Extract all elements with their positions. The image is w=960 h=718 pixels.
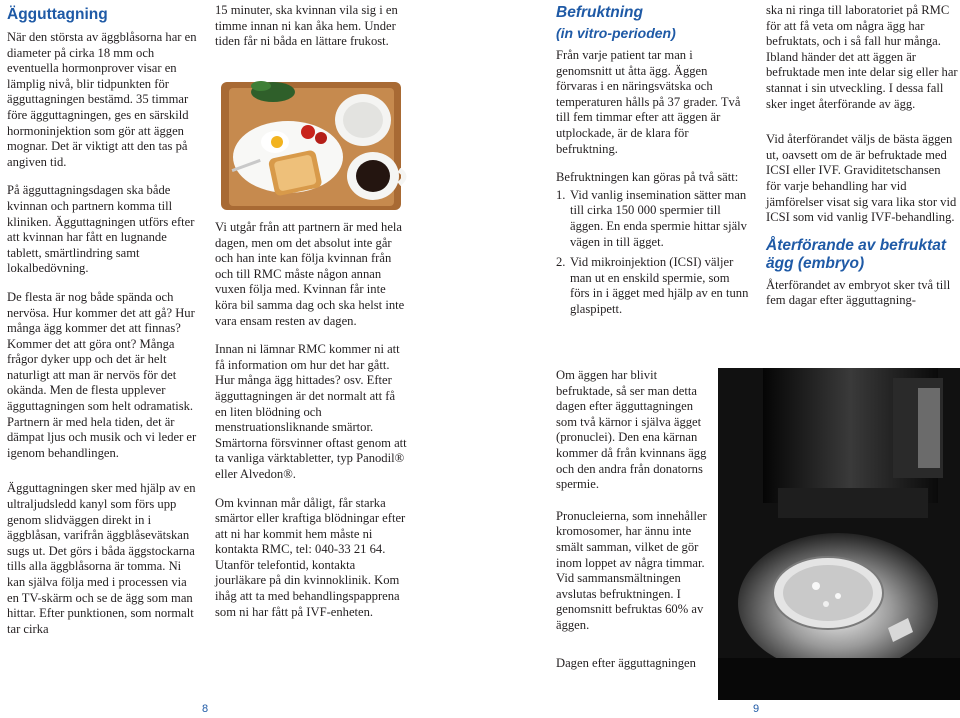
- list-item: [556, 255, 750, 317]
- paragraph: Ägguttagningen sker med hjälp av en ultraljudsledd kanyl som förs upp genom slidväggen direkt in i äggblåsan, varifrån äggblåsevätskan sugs ut. Det görs i båda äggstockarna tills alla äggblåsorna är tomma. Ni kan själva följa med i processen via en TV-skärm och se de ägg som man hittar. Efter punktionen, som normalt tar cirka: [7, 481, 196, 636]
- left-column-2-lower: [215, 220, 408, 633]
- paragraph: Återförandet av embryot sker två till fem dagar efter ägguttagning-: [766, 277, 951, 308]
- microscope-image: [718, 368, 960, 700]
- breakfast-tray-photo: [213, 72, 408, 212]
- left-column-1: [7, 6, 198, 650]
- breakfast-tray-image: [213, 72, 408, 212]
- list-text: Vid mikroinjektion (ICSI) väljer man ut en enskild spermie, som förs in i ägget med hjälp av en tunn glaspipett.: [570, 255, 749, 316]
- paragraph: Om kvinnan mår dåligt, får starka smärtor eller kraftiga blödningar efter att ni har kommit hem måste ni kontakta RMC, tel: 040-33 21 64. Utanför telefontid, kontakta jourläkare på din kvinnoklinik. Kom ihåg att ta med behandlingspapprena som ni har fått på IVF-enheten.: [215, 495, 406, 619]
- page-divider: [479, 0, 480, 718]
- right-column-2: [766, 3, 958, 322]
- right-column-1-lower: [556, 368, 714, 684]
- paragraph: Dagen efter ägguttagningen: [556, 655, 696, 670]
- list-item: [556, 188, 750, 250]
- paragraph: När den största av äggblåsorna har en diameter på cirka 18 mm och eventuella hormonprover visar en lämplig nivå, blir tidpunkten för ägguttagningen bestämd. 35 timmar före ägguttagningen, ges en särskild hormoninjektion som gör att äggen mognar. Det är viktigt att den tas på angiven tid.: [7, 30, 197, 169]
- subheading-in-vitro: (in vitro-perioden): [556, 25, 676, 41]
- right-column-1: [556, 4, 750, 332]
- page-number-right: 9: [753, 703, 760, 715]
- paragraph: 15 minuter, ska kvinnan vila sig i en timme innan ni kan åka hem. Under tiden får ni båda en lättare frukost.: [215, 3, 398, 49]
- paragraph: De flesta är nog både spända och nervösa. Hur kommer det att gå? Hur många ägg kommer det att finnas? Kommer det att göra ont? Många frågor dyker upp och det är helt naturligt att man är nervös för det okända. Men de flesta upplever ägguttagningen som helt odramatisk. Partnern är med hela tiden, det är dämpat ljus och musik och vi leder er igenom behandlingen.: [7, 289, 197, 460]
- list-number: 1.: [556, 187, 566, 202]
- paragraph: Pronucleierna, som innehåller kromosomer, har ännu inte smält samman, vilket de gör inom loppet av några timmar. Vid sammansmältningen avslutas befruktningen. I genomsnitt befruktas 60% av äggen.: [556, 508, 707, 632]
- page-number-left: 8: [202, 703, 209, 715]
- paragraph: Om äggen har blivit befruktade, så ser man detta dagen efter ägguttagningen som två kärnor i själva ägget (pronuclei). Den ena kärnan kommer då från kvinnans ägg och den andra från donatorns spermie.: [556, 368, 707, 492]
- paragraph: Vi utgår från att partnern är med hela dagen, men om det absolut inte går och han inte kan följa kvinnan från och till RMC måste någon annan vuxen följa med. Kvinnan får inte köra bil samma dag och ska helst inte vara ensam resten av dagen.: [215, 220, 405, 328]
- paragraph: Vid återförandet väljs de bästa äggen ut, oavsett om de är befruktade med ICSI eller IVF. Graviditetschansen för varje behandling har vid jämförelser visat sig vara lika stor vid ICSI som vid vanlig IVF-behandling.: [766, 132, 957, 225]
- heading-aegguttagning: Ägguttagning: [7, 6, 108, 23]
- paragraph: Befruktningen kan göras på två sätt:: [556, 170, 739, 185]
- heading-aterforande: Återförande av befruktat ägg (embryo): [766, 236, 947, 272]
- paragraph: ska ni ringa till laboratoriet på RMC för att få veta om några ägg har befruktats, och i så fall hur många. Ibland händer det att äggen är befruktade men inte delar sig eller har stannat i sin utveckling. I dessa fall sker inget återförande av ägg.: [766, 3, 958, 111]
- paragraph: Innan ni lämnar RMC kommer ni att få information om hur det har gått. Hur många ägg hittades? osv. Efter ägguttagningen är det normalt att få en liten blödning och menstruationsliknande smärtor. Smärtorna försvinner oftast genom att ta vanliga värktabletter, typ Panodil® eller Alvedon®.: [215, 342, 407, 481]
- list-number: 2.: [556, 255, 566, 270]
- paragraph: Från varje patient tar man i genomsnitt ut åtta ägg. Äggen förvaras i en näringsvätska och temperaturen hålls på 37 grader. Två till fem timmar efter att äggen är utplockade, är de klara för befruktning.: [556, 48, 741, 156]
- paragraph: På ägguttagningsdagen ska både kvinnan och partnern komma till kliniken. Ägguttagningen utförs efter att kvinnan har fått en lugnande tablett, smärtlindring samt lokalbedövning.: [7, 183, 195, 276]
- microscope-dish-photo: [718, 368, 960, 700]
- left-column-2: [215, 3, 408, 63]
- list-text: Vid vanlig insemination sätter man till cirka 150 000 spermier till äggen. En enda spermie hittar själv vägen in till ägget.: [570, 187, 747, 249]
- heading-befruktning: Befruktning: [556, 4, 643, 21]
